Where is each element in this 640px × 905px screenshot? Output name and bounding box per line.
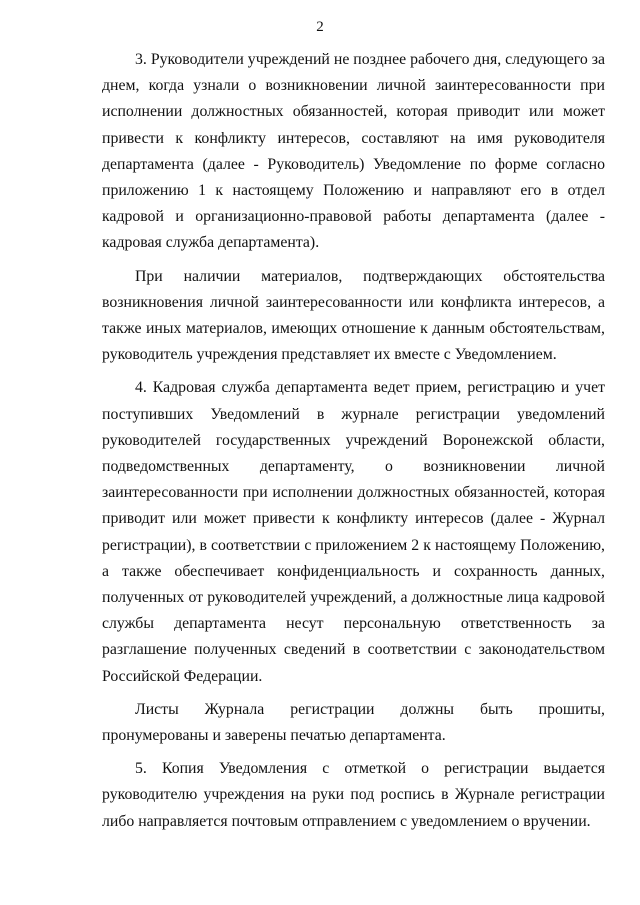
page-number: 2 (316, 19, 324, 35)
paragraph-journal-sheets: Листы Журнала регистрации должны быть прошиты, пронумерованы и заверены печатью департамента. (102, 700, 605, 745)
paragraph-supporting-materials: При наличии материалов, подтверждающих обстоятельства возникновения личной заинтересованности или конфликта интересов, а также иных материалов, имеющих отношение к данным обстоятельствам, руководитель учреждения представляет их вместе с Уведомлением. (102, 267, 605, 364)
paragraph-5-notification-copy: 5. Копия Уведомления с отметкой о регистрации выдается руководителю учреждения на руки под роспись в Журнале регистрации либо направляется почтовым отправлением с уведомлением о вручении. (102, 760, 605, 830)
document-body (102, 47, 605, 842)
paragraph-3-notification-procedure: 3. Руководители учреждений не позднее рабочего дня, следующего за днем, когда узнали о возникновении личной заинтересованности при исполнении должностных обязанностей, которая приводит или может привести к конфликту интересов, составляют на имя руководителя департамента (далее - Руководитель) Уведомление по форме согласно приложению 1 к настоящему Положению и направляют его в отдел кадровой и организационно-правовой работы департамента (далее - кадровая служба департамента). (102, 51, 605, 252)
paragraph-4-registration-journal: 4. Кадровая служба департамента ведет прием, регистрацию и учет поступивших Уведомлений в журнале регистрации уведомлений руководителей государственных учреждений Воронежской области, подведомственных департаменту, о возникновении личной заинтересованности при исполнении должностных обязанностей, которая приводит или может привести к конфликту интересов (далее - Журнал регистрации), в соответствии с приложением 2 к настоящему Положению, а также обеспечивает конфиденциальность и сохранность данных, полученных от руководителей учреждений, а должностные лица кадровой службы департамента несут персональную ответственность за разглашение полученных сведений в соответствии с законодательством Российской Федерации. (102, 379, 605, 685)
